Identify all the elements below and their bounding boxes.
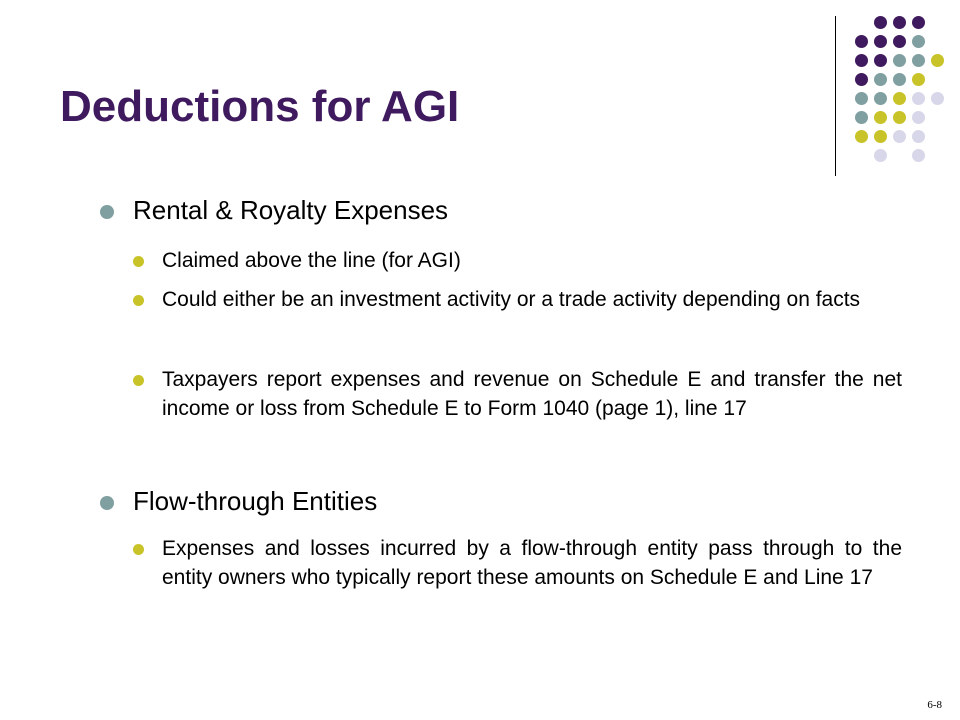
level1-bullet-icon [100,205,114,219]
bullet-flow-through-expenses: Expenses and losses incurred by a flow-through entity pass through to the entity owners who typically report these amounts on Schedule E and Line 17 [162,537,902,589]
bullet-investment-or-trade: Could either be an investment activity or a trade activity depending on facts [162,288,861,311]
level2-bullet-icon [133,544,144,555]
bullet-claimed-above-line: Claimed above the line (for AGI) [162,249,461,272]
section-heading-flow-through: Flow-through Entities [133,486,378,516]
level2-bullet-icon [133,295,144,306]
level2-bullet-icon [133,375,144,386]
page-number: 6-8 [927,699,942,711]
slide-title: Deductions for AGI [60,82,460,131]
level2-bullet-icon [133,256,144,267]
level1-bullet-icon [100,496,114,510]
section-heading-rental: Rental & Royalty Expenses [133,195,449,225]
bullet-schedule-e: Taxpayers report expenses and revenue on Schedule E and transfer the net income or loss from Schedule E to Form 1040 (page 1), line 17 [162,368,902,420]
